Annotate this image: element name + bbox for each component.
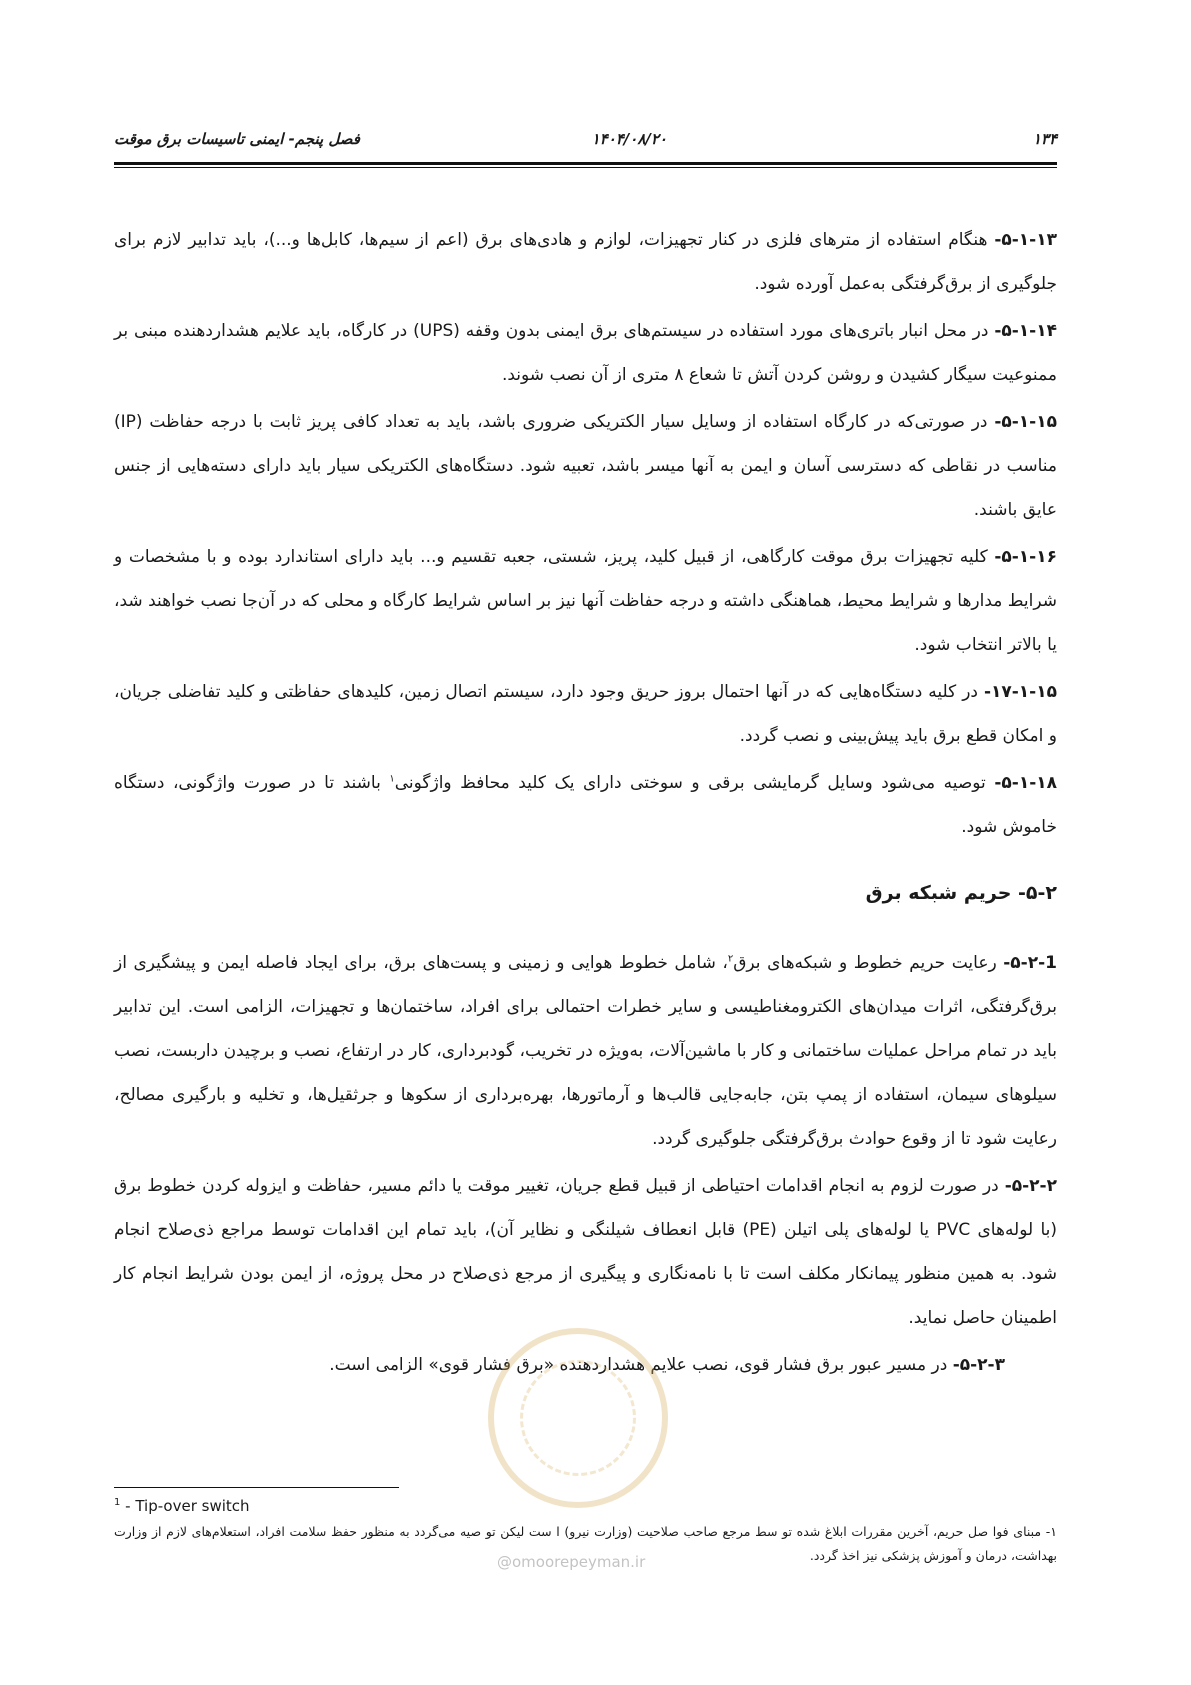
document-body (114, 218, 1057, 1390)
paragraph-5-1-16 (114, 535, 1057, 667)
clause-text: رعایت حریم خطوط و شبکه‌های برق (733, 953, 1004, 973)
page-number: ۱۳۴ (1032, 130, 1057, 148)
footnote-ref-2[interactable]: ۲ (727, 953, 734, 965)
clause-number: ۵-۱-۱۳- (994, 230, 1057, 250)
paragraph-5-1-13 (114, 218, 1057, 306)
clause-number: ۵-۱-۱۵- (994, 412, 1057, 432)
section-heading: ۵-۲- حریم شبکه برق (865, 882, 1057, 904)
page-header (114, 130, 1057, 160)
clause-number: ۱۷-۱-۱۵- (983, 682, 1057, 702)
watermark-text: @omoorepeyman.ir (497, 1553, 646, 1571)
header-rule (114, 162, 1057, 165)
header-date: ۱۴۰۴/۰۸/۲۰ (591, 130, 667, 148)
paragraph-5-1-17 (114, 670, 1057, 758)
clause-text: در کلیه دستگاه‌هایی که در آنها احتمال بروز حریق وجود دارد، سیستم اتصال زمین، کلیدهای حفاظتی و کلید تفاضلی جریان، و امکان قطع برق باید پیش‌بینی و نصب گردد. (114, 682, 1057, 746)
paragraph-5-1-18 (114, 761, 1057, 849)
clause-text: در مسیر عبور برق فشار قوی، نصب علایم هشداردهنده «برق فشار قوی» الزامی است. (329, 1355, 953, 1375)
watermark-seal-icon (488, 1328, 668, 1508)
clause-text: هنگام استفاده از مترهای فلزی در کنار تجهیزات، لوازم و هادی‌های برق (اعم از سیم‌ها، کابل‌ها و...)، باید تدابیر لازم برای جلوگیری از برق‌گرفتگی به‌عمل آورده شود. (114, 230, 1057, 294)
clause-text: کلیه تجهیزات برق موقت کارگاهی، از قبیل کلید، پریز، شستی، جعبه تقسیم و... باید دارای استاندارد بوده و با مشخصات و شرایط مدارها و شرایط محیط، هماهنگی داشته و درجه حفاظت آنها نیز بر اساس شرایط کارگاه و محلی که در آن‌جا نصب خواهند شد، یا بالاتر انتخاب شود. (114, 547, 1057, 655)
clause-number: ۵-۲-۳- (952, 1355, 1005, 1375)
paragraph-5-1-14 (114, 309, 1057, 397)
clause-number: ۵-۱-۱۴- (994, 321, 1057, 341)
clause-text: در صورت لزوم به انجام اقدامات احتیاطی از قبیل قطع جریان، تغییر موقت یا دائم مسیر، حفاظت و ایزوله کردن خطوط برق (با لوله‌های PVC یا لوله‌های پلی اتیلن (PE) قابل انعطاف شیلنگی و نظایر آن)، باید تمام این اقدامات توسط مراجع ذی‌صلاح انجام شود. به همین منظور پیمانکار مکلف است تا با نامه‌نگاری و پیگیری از مرجع ذی‌صلاح در محل پروژه، از ایمن بودن شرایط انجام کار اطمینان حاصل نماید. (114, 1176, 1058, 1328)
paragraph-5-2-1 (114, 941, 1057, 1161)
chapter-title: فصل پنجم- ایمنی تاسیسات برق موقت (114, 130, 360, 148)
footnote-1-mark: 1 (114, 1497, 121, 1508)
clause-number: ۵-۲-1- (1003, 953, 1057, 973)
clause-number: ۵-۱-۱۸- (994, 773, 1058, 793)
header-rule-thin (114, 167, 1057, 168)
clause-text-cont: ، شامل خطوط هوایی و زمینی و پست‌های برق، برای ایجاد فاصله ایمن و پیشگیری از برق‌گرفتگی، اثرات میدان‌های الکترومغناطیسی و سایر خطرات احتمالی برای افراد، ساختمان‌ها و تجهیزات، الزامی است. این تدابیر باید در تمام مراحل عملیات ساختمانی و کار با ماشین‌آلات، به‌ویژه در تخریب، گودبرداری، کار در ارتفاع، نصب و برچیدن داربست، نصب سیلوهای سیمان، استفاده از پمپ بتن، جابه‌جایی قالب‌ها و آرماتورها، بهره‌برداری از سکوها و جرثقیل‌ها، و تخلیه و بارگیری مصالح، رعایت شود تا از وقوع حوادث برق‌گرفتگی جلوگیری گردد. (114, 953, 1057, 1149)
footnote-1-text: - Tip-over switch (120, 1497, 250, 1515)
clause-number: ۵-۲-۲- (1004, 1176, 1057, 1196)
clause-text-cont: باشند تا در صورت واژگونی، دستگاه خاموش شود. (114, 773, 1057, 837)
footnote-rule (114, 1487, 399, 1488)
clause-text: در صورتی‌که در کارگاه استفاده از وسایل سیار الکتریکی ضروری باشد، باید به تعداد کافی پریز ثابت با درجه حفاظت (IP) مناسب در نقاطی که دسترسی آسان و ایمن به آنها میسر باشد، تعبیه شود. دستگاه‌های الکتریکی سیار باید دارای دسته‌هایی از جنس عایق باشند. (114, 412, 1057, 520)
clause-text: توصیه می‌شود وسایل گرمایشی برقی و سوختی دارای یک کلید محافظ واژگونی (394, 773, 995, 793)
paragraph-5-2-2 (114, 1164, 1057, 1340)
footnote-2: ۱- مبنای فوا صل حریم، آخرین مقررات ابلاغ شده تو سط مرجع صاحب صلاحیت (وزارت نیرو) ا ست لیکن تو صیه می‌گردد به منظور حفظ سلامت افراد، استعلام‌های لازم از وزارت بهداشت، درمان و آموزش پزشکی نیز اخذ گردد. (114, 1524, 1057, 1563)
clause-text: در محل انبار باتری‌های مورد استفاده در سیستم‌های برق ایمنی بدون وقفه (UPS) در کارگاه، باید علایم هشداردهنده مبنی بر ممنوعیت سیگار کشیدن و روشن کردن آتش تا شعاع ۸ متری از آن نصب شوند. (114, 321, 1057, 385)
footnote-ref-1[interactable]: ۱ (389, 773, 395, 785)
footnote-1 (114, 1497, 250, 1515)
paragraph-5-1-15 (114, 400, 1057, 532)
clause-number: ۵-۱-۱۶- (994, 547, 1057, 567)
